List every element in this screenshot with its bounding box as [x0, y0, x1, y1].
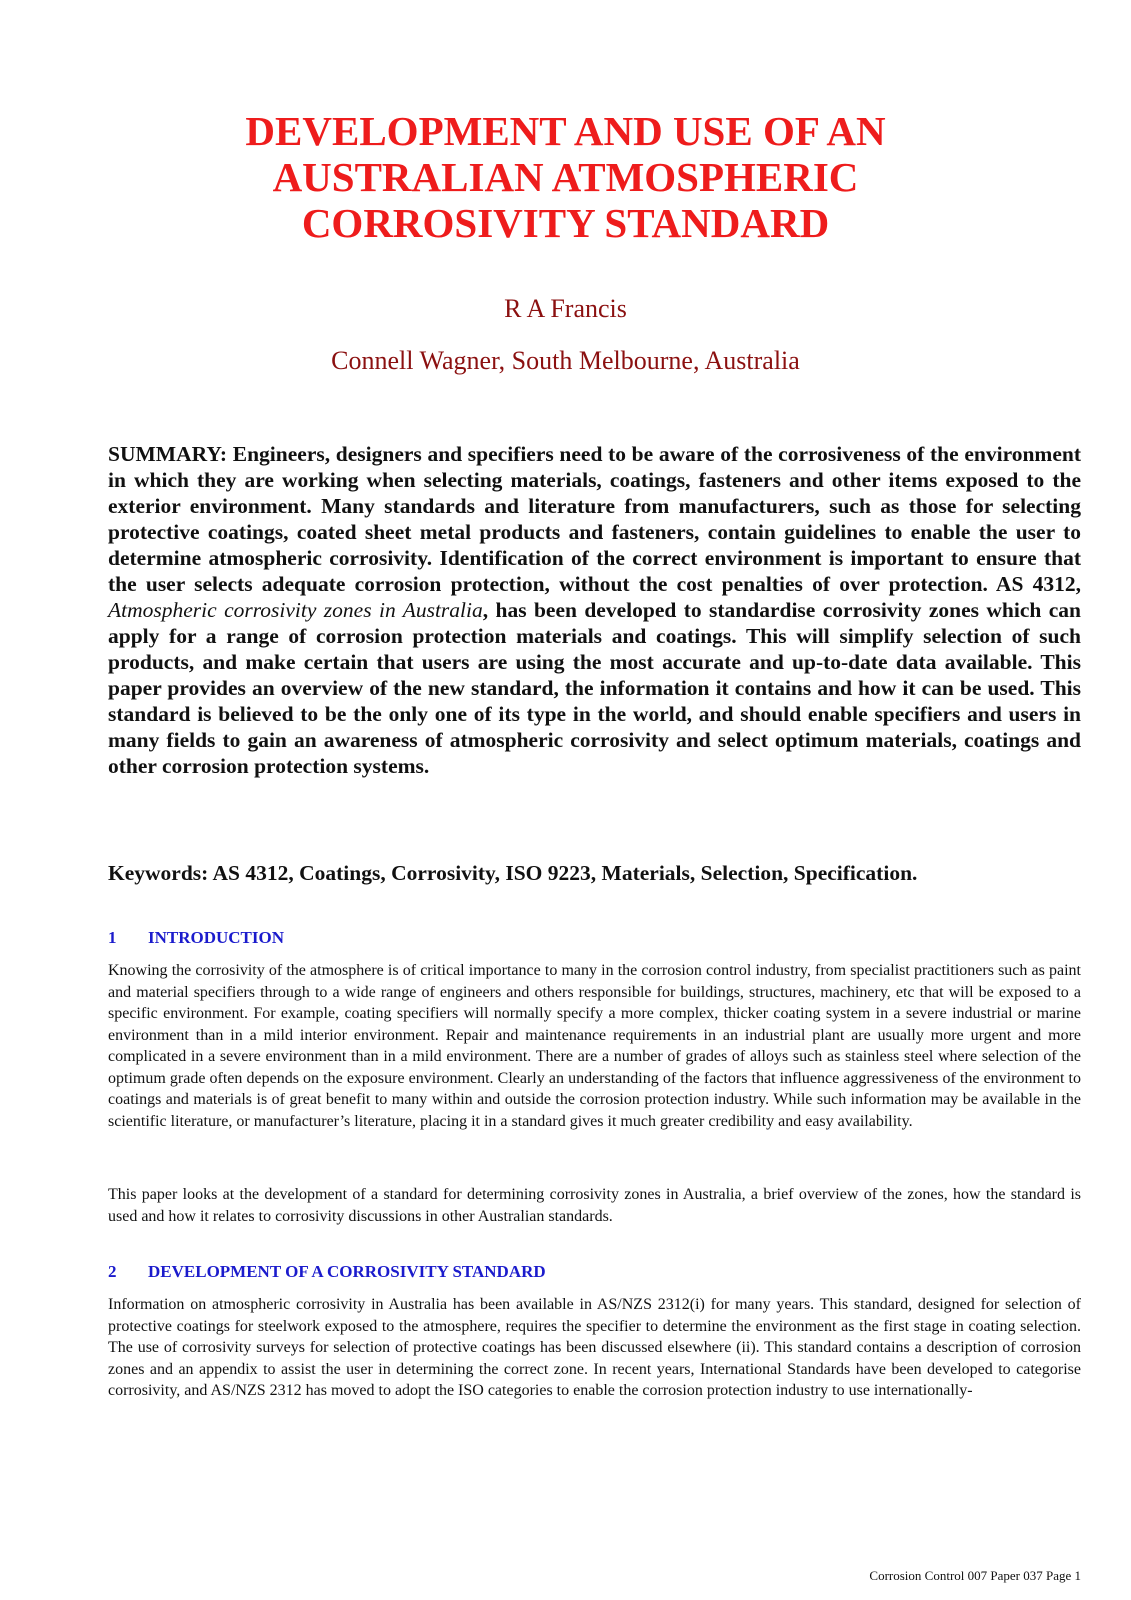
intro-paragraph-1: Knowing the corrosivity of the atmosphere is of critical importance to many in the corrosion control industry, from specialist practitioners such as paint and material specifiers through to a wide range of engineers and others responsible for buildings, structures, machinery, etc that will be exposed to a specific environment. For example, coating specifiers will normally specify a more complex, thicker coating system in a severe industrial or marine environment than in a mild interior environment. Repair and maintenance requirements in an industrial plant are usually more urgent and more complicated in a severe environment than in a mild environment. There are a number of grades of alloys such as stainless steel where selection of the optimum grade often depends on the exposure environment. Clearly an understanding of the factors that influence aggressiveness of the environment to coatings and materials is of great benefit to many within and outside the corrosion protection industry. While such information may be available in the scientific literature, or manufacturer’s literature, placing it in a standard gives it much greater credibility and easy availability. — [108, 962, 1081, 1130]
section-title: DEVELOPMENT OF A CORROSIVITY STANDARD — [148, 1262, 546, 1281]
development-paragraph-1: Information on atmospheric corrosivity in Australia has been available in AS/NZS 2312(i) for many years. This standard, designed for selection of protective coatings for steelwork exposed to the atmosphere, requires the specifier to determine the environment as the first stage in coating selection. The use of corrosivity surveys for selection of protective coatings has been discussed elsewhere (ii). This standard contains a description of corrosion zones and an appendix to assist the user in determining the correct zone. In recent years, International Standards have been developed to categorise corrosivity, and AS/NZS 2312 has moved to adopt the ISO categories to enable the corrosion protection industry to use internationally- — [108, 1296, 1081, 1399]
author-name: R A Francis — [504, 294, 627, 323]
summary-standard-title: Atmospheric corrosivity zones in Australia — [108, 598, 483, 622]
section-number: 1 — [108, 928, 117, 947]
title-line-1: DEVELOPMENT AND USE OF AN — [245, 108, 886, 154]
summary-text-part-1: SUMMARY: Engineers, designers and specifiers need to be aware of the corrosiveness of the environment in which they are working when selecting materials, coatings, fasteners and other items exposed to the exterior environment. Many standards and literature from manufacturers, such as those for selecting protective coatings, coated sheet metal products and fasteners, contain guidelines to enable the user to determine atmospheric corrosivity. Identification of the correct environment is important to ensure that the user selects adequate corrosion protection, without the cost penalties of over protection. AS 4312, — [108, 442, 1081, 596]
section-number: 2 — [108, 1262, 117, 1281]
title-line-3: CORROSIVITY STANDARD — [301, 200, 830, 246]
section-heading-development — [108, 1262, 546, 1282]
intro-paragraph-2: This paper looks at the development of a standard for determining corrosivity zones in Australia, a brief overview of the zones, how the standard is used and how it relates to corrosivity discussions in other Australian standards. — [108, 1186, 1081, 1225]
author-affiliation: Connell Wagner, South Melbourne, Australia — [331, 346, 800, 375]
summary-text-part-2: , has been developed to standardise corrosivity zones which can apply for a range of corrosion protection materials and coatings. This will simplify selection of such products, and make certain that users are using the most accurate and up-to-date data available. This paper provides an overview of the new standard, the information it contains and how it can be used. This standard is believed to be the only one of its type in the world, and should enable specifiers and users in many fields to gain an awareness of atmospheric corrosivity and select optimum materials, coatings and other corrosion protection systems. — [108, 598, 1081, 778]
section-heading-introduction — [108, 928, 284, 948]
summary-abstract — [108, 441, 1081, 779]
section-title: INTRODUCTION — [148, 928, 285, 947]
title-line-2: AUSTRALIAN ATMOSPHERIC — [272, 154, 859, 200]
keywords: Keywords: AS 4312, Coatings, Corrosivity, ISO 9223, Materials, Selection, Specification. — [108, 861, 918, 885]
page-footer: Corrosion Control 007 Paper 037 Page 1 — [869, 1568, 1081, 1583]
paper-title — [0, 108, 1131, 246]
